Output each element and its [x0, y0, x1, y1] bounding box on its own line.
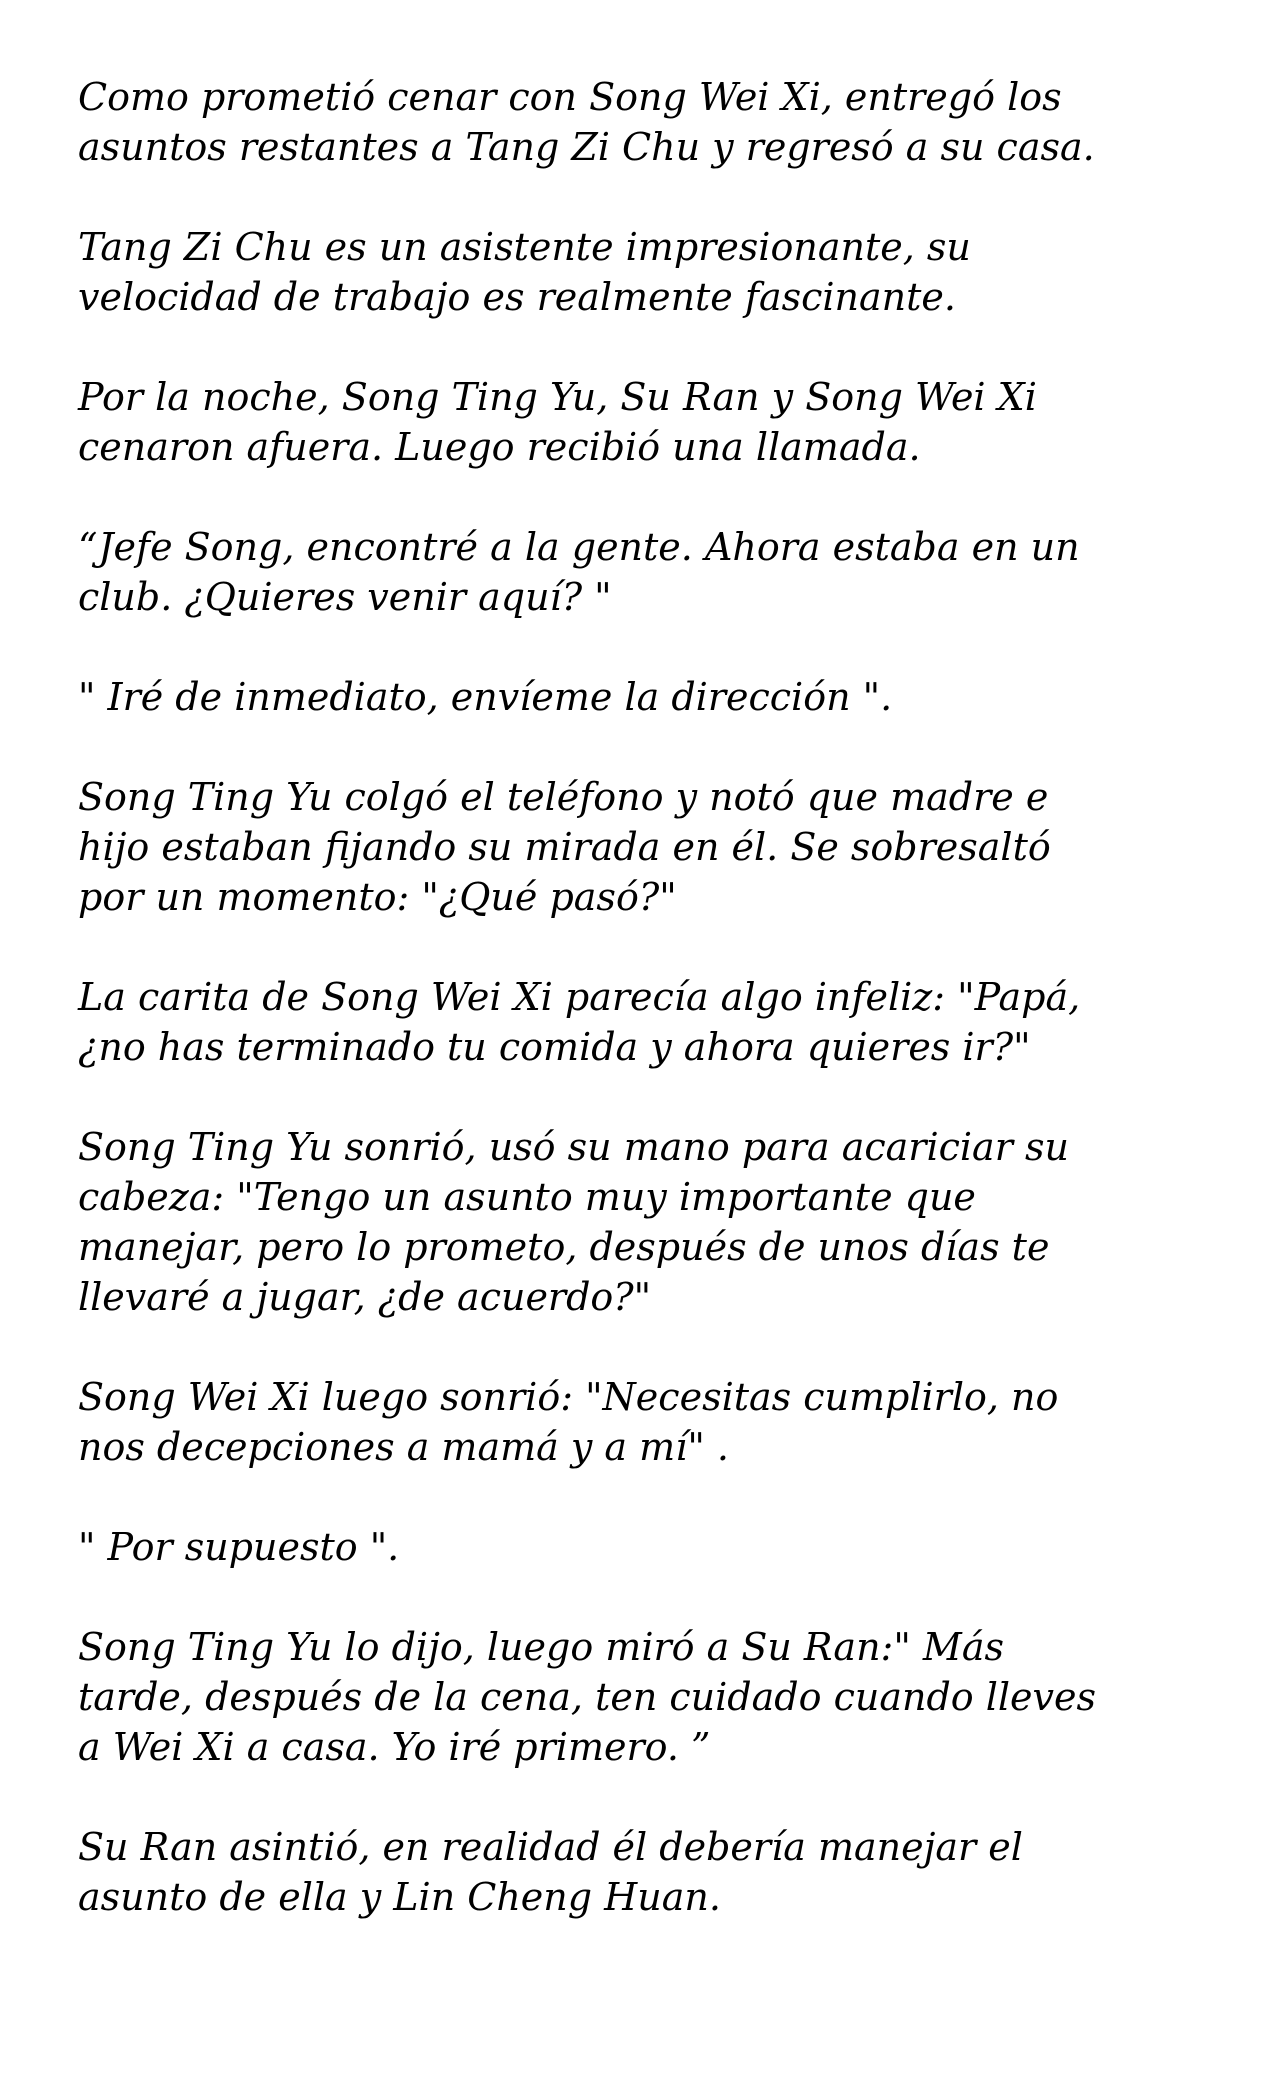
document-body — [78, 72, 1218, 1972]
paragraph-6 — [78, 772, 1218, 922]
text-line: llevaré a jugar, ¿de acuerdo?" — [78, 1275, 652, 1319]
text-line: Como prometió cenar con Song Wei Xi, entregó los — [78, 75, 1062, 119]
paragraph-12 — [78, 1822, 1218, 1922]
paragraph-11 — [78, 1622, 1218, 1772]
text-line: nos decepciones a mamá y a mí" . — [78, 1425, 729, 1469]
text-line: tarde, después de la cena, ten cuidado cuando lleves — [78, 1675, 1096, 1719]
paragraph-4 — [78, 522, 1218, 622]
paragraph-10 — [78, 1522, 1218, 1572]
paragraph-1 — [78, 72, 1218, 172]
paragraph-2 — [78, 222, 1218, 322]
text-line: Song Ting Yu sonrió, usó su mano para acariciar su — [78, 1125, 1069, 1169]
text-line: " Por supuesto ". — [78, 1525, 400, 1569]
text-line: cabeza: "Tengo un asunto muy importante que — [78, 1175, 976, 1219]
text-line: manejar, pero lo prometo, después de unos días te — [78, 1225, 1050, 1269]
text-line: Song Ting Yu colgó el teléfono y notó que madre e — [78, 775, 1049, 819]
text-line: ¿no has terminado tu comida y ahora quieres ir?" — [78, 1025, 1031, 1069]
paragraph-7 — [78, 972, 1218, 1072]
paragraph-8 — [78, 1122, 1218, 1322]
text-line: a Wei Xi a casa. Yo iré primero. ” — [78, 1725, 711, 1769]
text-line: velocidad de trabajo es realmente fascinante. — [78, 275, 956, 319]
paragraph-3 — [78, 372, 1218, 472]
text-line: Por la noche, Song Ting Yu, Su Ran y Song Wei Xi — [78, 375, 1037, 419]
text-line: " Iré de inmediato, envíeme la dirección ". — [78, 675, 893, 719]
text-line: Tang Zi Chu es un asistente impresionante, su — [78, 225, 971, 269]
paragraph-9 — [78, 1372, 1218, 1472]
text-line: club. ¿Quieres venir aquí? " — [78, 575, 612, 619]
text-line: Su Ran asintió, en realidad él debería manejar el — [78, 1825, 1023, 1869]
text-line: cenaron afuera. Luego recibió una llamada. — [78, 425, 921, 469]
text-line: La carita de Song Wei Xi parecía algo infeliz: "Papá, — [78, 975, 1081, 1019]
text-line: asunto de ella y Lin Cheng Huan. — [78, 1875, 721, 1919]
text-line: por un momento: "¿Qué pasó?" — [78, 875, 677, 919]
text-line: asuntos restantes a Tang Zi Chu y regresó a su casa. — [78, 125, 1095, 169]
text-line: hijo estaban fijando su mirada en él. Se sobresaltó — [78, 825, 1051, 869]
text-line: Song Wei Xi luego sonrió: "Necesitas cumplirlo, no — [78, 1375, 1059, 1419]
text-line: “Jefe Song, encontré a la gente. Ahora estaba en un — [78, 525, 1080, 569]
text-line: Song Ting Yu lo dijo, luego miró a Su Ran:" Más — [78, 1625, 1004, 1669]
paragraph-5 — [78, 672, 1218, 722]
